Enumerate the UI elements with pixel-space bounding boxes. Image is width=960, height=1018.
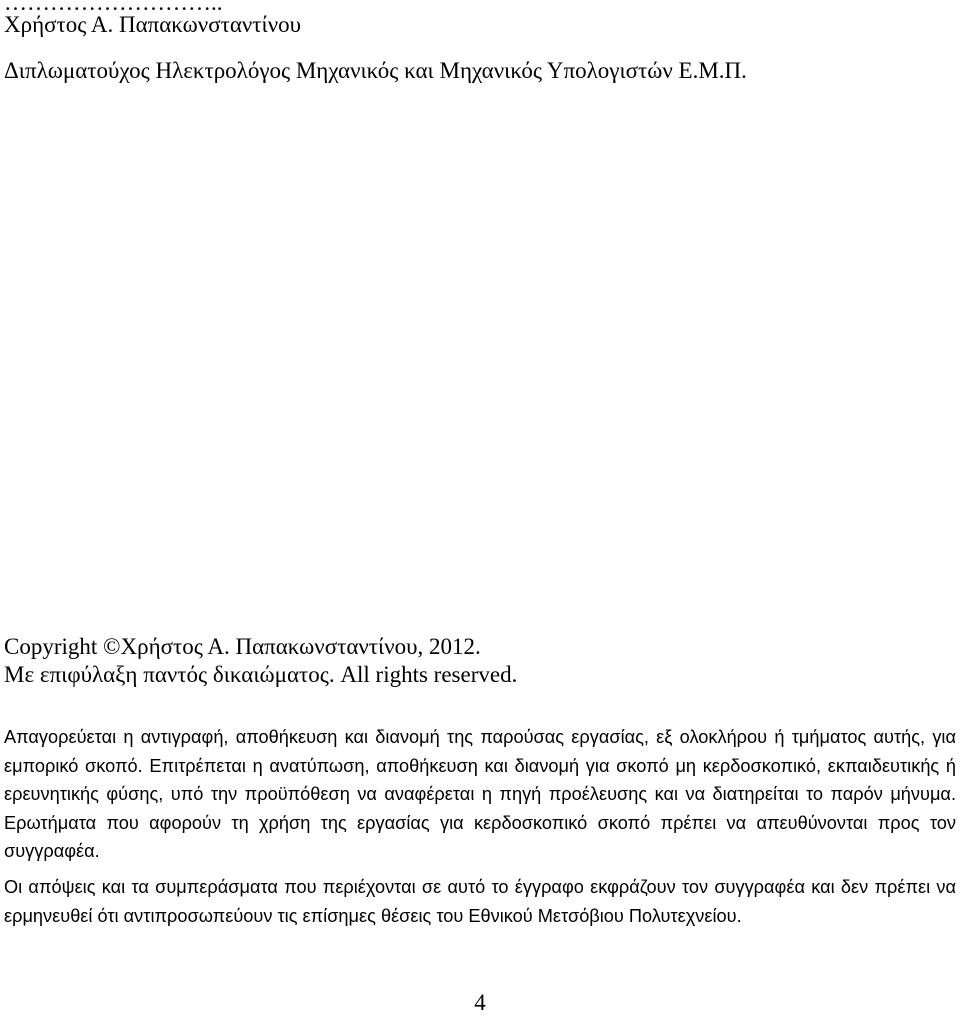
- copyright-notice: Copyright ©Χρήστος Α. Παπακωνσταντίνου, 2012.: [4, 634, 481, 659]
- disclaimer-paragraph: Οι απόψεις και τα συμπεράσματα που περιέχονται σε αυτό το έγγραφο εκφράζουν τον συγγραφέα και δεν πρέπει να ερμηνευθεί ότι αντιπροσωπεύουν τις επίσημες θέσεις του Εθνικού Μετσόβιου Πολυτεχνείου.: [4, 877, 956, 926]
- author-degree: Διπλωματούχος Ηλεκτρολόγος Μηχανικός και Μηχανικός Υπολογιστών Ε.Μ.Π.: [4, 58, 747, 83]
- signature-dotted-line: ………………………..: [4, 0, 223, 15]
- page-number: 4: [474, 990, 486, 1015]
- author-name: Χρήστος Α. Παπακωνσταντίνου: [4, 12, 302, 37]
- rights-reserved-notice: Με επιφύλαξη παντός δικαιώματος. All rights reserved.: [4, 662, 518, 687]
- usage-terms-paragraph: Απαγορεύεται η αντιγραφή, αποθήκευση και διανομή της παρούσας εργασίας, εξ ολοκλήρου ή τμήματος αυτής, για εμπορικό σκοπό. Επιτρέπεται η ανατύπωση, αποθήκευση και διανομή για σκοπό μη κερδοσκοπικό, εκπαιδευτικής ή ερευνητικής φύσης, υπό την προϋπόθεση να αναφέρεται η πηγή προέλευσης και να διατηρείται το παρόν μήνυμα. Ερωτήματα που αφορούν τη χρήση της εργασίας για κερδοσκοπικό σκοπό πρέπει να απευθύνονται προς τον συγγραφέα.: [4, 727, 956, 861]
